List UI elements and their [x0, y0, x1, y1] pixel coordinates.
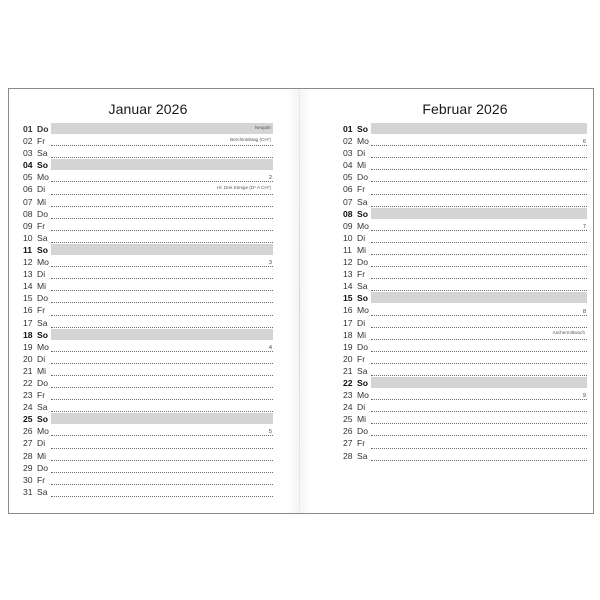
sunday-band: [371, 377, 587, 388]
writing-line: [371, 399, 587, 400]
day-number: 20: [23, 353, 33, 364]
weekday-label: Sa: [37, 317, 48, 328]
day-number: 13: [343, 269, 353, 280]
writing-line: [371, 339, 587, 340]
weekday-label: Mi: [357, 329, 367, 340]
day-number: 15: [343, 293, 353, 304]
writing-line: [371, 375, 587, 376]
week-number: 4: [268, 344, 272, 351]
day-number: 22: [23, 377, 33, 388]
weekday-label: So: [357, 293, 368, 304]
day-number: 23: [23, 390, 33, 401]
weekday-label: Fr: [37, 136, 46, 147]
sunday-band: [51, 329, 273, 340]
day-row[interactable]: [23, 220, 273, 232]
writing-line: [371, 327, 587, 328]
day-row[interactable]: [343, 304, 587, 316]
writing-line: [371, 278, 587, 279]
writing-line: [51, 399, 273, 400]
week-number: 7: [582, 223, 586, 230]
weekday-label: Mo: [37, 172, 49, 183]
writing-line: [51, 302, 273, 303]
weekday-label: Mo: [357, 220, 369, 231]
day-row[interactable]: [23, 474, 273, 486]
day-number: 27: [23, 438, 33, 449]
day-number: 10: [23, 232, 33, 243]
day-row[interactable]: [343, 425, 587, 437]
day-number: 12: [343, 257, 353, 268]
day-number: 20: [343, 353, 353, 364]
day-number: 05: [23, 172, 33, 183]
day-number: 07: [23, 196, 33, 207]
weekday-label: Di: [37, 269, 46, 280]
writing-line: [51, 218, 273, 219]
day-row[interactable]: [343, 353, 587, 365]
day-number: 04: [23, 160, 33, 171]
writing-line: [51, 435, 273, 436]
day-row[interactable]: [343, 256, 587, 268]
week-number: 6: [582, 139, 586, 146]
weekday-label: Sa: [357, 365, 368, 376]
sunday-band: [371, 123, 587, 134]
day-number: 19: [23, 341, 33, 352]
day-row[interactable]: [343, 171, 587, 183]
day-number: 09: [23, 220, 33, 231]
writing-line: [51, 290, 273, 291]
weekday-label: Mo: [357, 390, 369, 401]
writing-line: [371, 290, 587, 291]
weekday-label: So: [357, 377, 368, 388]
weekday-label: Mi: [37, 196, 47, 207]
day-row[interactable]: [343, 159, 587, 171]
january-page: [23, 89, 273, 513]
day-number: 18: [23, 329, 33, 340]
writing-line: [371, 315, 587, 316]
writing-line: [51, 278, 273, 279]
day-row[interactable]: [23, 462, 273, 474]
weekday-label: Mi: [37, 281, 47, 292]
weekday-label: Di: [357, 232, 366, 243]
writing-line: [371, 230, 587, 231]
day-row[interactable]: [23, 486, 273, 498]
writing-line: [51, 230, 273, 231]
weekday-label: Do: [357, 426, 368, 437]
writing-line: [371, 206, 587, 207]
day-row[interactable]: [343, 401, 587, 413]
day-row[interactable]: [343, 135, 587, 147]
writing-line: [51, 484, 273, 485]
weekday-label: Mo: [37, 341, 49, 352]
writing-line: [51, 375, 273, 376]
weekday-label: So: [357, 124, 368, 134]
sunday-band: [51, 159, 273, 170]
weekday-label: Fr: [357, 269, 366, 280]
writing-line: [51, 472, 273, 473]
weekday-label: Mo: [37, 257, 49, 268]
weekday-label: Mi: [37, 450, 47, 461]
day-number: 24: [343, 402, 353, 413]
writing-line: [51, 448, 273, 449]
open-planner-spread: [8, 88, 594, 514]
day-row[interactable]: [23, 450, 273, 462]
writing-line: [371, 145, 587, 146]
weekday-label: Mo: [357, 305, 369, 316]
week-number: 8: [582, 308, 586, 315]
holiday-note: Hl. Drei Könige (D* A CH*): [217, 184, 271, 190]
writing-line: [371, 194, 587, 195]
weekday-label: So: [37, 414, 48, 425]
weekday-label: Fr: [37, 474, 46, 485]
day-row[interactable]: [23, 425, 273, 437]
week-number: 2: [268, 175, 272, 182]
writing-line: [371, 411, 587, 412]
day-number: 01: [343, 124, 353, 134]
day-number: 21: [23, 365, 33, 376]
writing-line: [51, 315, 273, 316]
day-number: 30: [23, 474, 33, 485]
day-row[interactable]: [23, 135, 273, 147]
day-number: 03: [343, 148, 353, 159]
day-row-sunday[interactable]: [343, 208, 587, 220]
weekday-label: So: [37, 244, 48, 255]
week-number: 3: [268, 260, 272, 267]
day-row[interactable]: [23, 389, 273, 401]
weekday-label: Di: [37, 438, 46, 449]
day-row[interactable]: [23, 147, 273, 159]
holiday-note: Aschermittwoch: [552, 330, 585, 336]
day-row[interactable]: [343, 244, 587, 256]
day-row[interactable]: [23, 353, 273, 365]
day-row-sunday[interactable]: [23, 159, 273, 171]
writing-line: [51, 266, 273, 267]
writing-line: [51, 194, 273, 195]
day-number: 22: [343, 377, 353, 388]
day-row[interactable]: [343, 147, 587, 159]
writing-line: [371, 460, 587, 461]
day-number: 15: [23, 293, 33, 304]
day-number: 23: [343, 390, 353, 401]
weekday-label: So: [37, 160, 48, 171]
day-number: 25: [343, 414, 353, 425]
day-row[interactable]: [23, 183, 273, 195]
writing-line: [51, 242, 273, 243]
day-row[interactable]: [23, 401, 273, 413]
day-row-sunday[interactable]: [23, 244, 273, 256]
sunday-band: [371, 292, 587, 303]
writing-line: [371, 157, 587, 158]
weekday-label: Fr: [37, 305, 46, 316]
writing-line: [51, 157, 273, 158]
day-row[interactable]: [343, 268, 587, 280]
weekday-label: Mo: [357, 136, 369, 147]
holiday-note: Neujahr: [254, 124, 271, 130]
day-row[interactable]: [23, 317, 273, 329]
day-number: 07: [343, 196, 353, 207]
weekday-label: Sa: [37, 148, 48, 159]
weekday-label: Fr: [357, 353, 366, 364]
day-number: 11: [343, 244, 352, 255]
day-number: 12: [23, 257, 33, 268]
day-row[interactable]: [23, 268, 273, 280]
writing-line: [51, 387, 273, 388]
page-title-february: Februar 2026: [422, 101, 508, 117]
day-row[interactable]: [23, 232, 273, 244]
day-number: 16: [343, 305, 353, 316]
weekday-label: Do: [357, 172, 368, 183]
day-number: 18: [343, 329, 353, 340]
day-row[interactable]: [343, 232, 587, 244]
day-number: 06: [343, 184, 353, 195]
day-row[interactable]: [343, 280, 587, 292]
day-row[interactable]: [23, 280, 273, 292]
writing-line: [51, 363, 273, 364]
weekday-label: Do: [357, 257, 368, 268]
day-row[interactable]: [343, 220, 587, 232]
day-row[interactable]: [23, 437, 273, 449]
weekday-label: Fr: [357, 184, 366, 195]
weekday-label: Do: [37, 377, 48, 388]
day-row[interactable]: [23, 196, 273, 208]
day-number: 02: [23, 136, 33, 147]
writing-line: [371, 423, 587, 424]
day-number: 26: [23, 426, 33, 437]
day-row[interactable]: [23, 208, 273, 220]
day-row[interactable]: [343, 341, 587, 353]
day-row[interactable]: [343, 413, 587, 425]
weekday-label: Do: [37, 462, 48, 473]
january-day-list: [23, 123, 273, 498]
day-row[interactable]: [343, 365, 587, 377]
day-number: 02: [343, 136, 353, 147]
day-row[interactable]: [343, 317, 587, 329]
book-spine: [299, 89, 300, 513]
weekday-label: Sa: [37, 232, 48, 243]
day-number: 19: [343, 341, 353, 352]
day-number: 09: [343, 220, 353, 231]
day-number: 03: [23, 148, 33, 159]
weekday-label: Di: [357, 402, 366, 413]
day-row-sunday[interactable]: [343, 123, 587, 135]
writing-line: [371, 351, 587, 352]
weekday-label: Di: [37, 184, 46, 195]
day-number: 17: [23, 317, 33, 328]
weekday-label: Sa: [357, 450, 368, 461]
weekday-label: Di: [357, 317, 366, 328]
week-number: 5: [268, 429, 272, 436]
day-row[interactable]: [23, 292, 273, 304]
weekday-label: Mi: [357, 414, 367, 425]
weekday-label: Do: [357, 341, 368, 352]
day-row[interactable]: [23, 256, 273, 268]
writing-line: [51, 327, 273, 328]
writing-line: [371, 448, 587, 449]
day-row[interactable]: [23, 377, 273, 389]
day-number: 14: [23, 281, 33, 292]
day-number: 25: [23, 414, 33, 425]
writing-line: [371, 266, 587, 267]
day-row-sunday[interactable]: [343, 377, 587, 389]
weekday-label: So: [37, 329, 48, 340]
weekday-label: Mi: [37, 365, 47, 376]
day-row[interactable]: [343, 437, 587, 449]
day-number: 14: [343, 281, 353, 292]
day-number: 01: [23, 124, 33, 134]
day-number: 17: [343, 317, 353, 328]
sunday-band: [371, 208, 587, 219]
weekday-label: So: [357, 208, 368, 219]
day-row[interactable]: [343, 389, 587, 401]
weekday-label: Fr: [37, 390, 46, 401]
writing-line: [371, 363, 587, 364]
writing-line: [371, 254, 587, 255]
day-row[interactable]: [23, 123, 273, 135]
day-number: 28: [343, 450, 353, 461]
day-row-sunday[interactable]: [23, 329, 273, 341]
writing-line: [51, 460, 273, 461]
weekday-label: Mi: [357, 160, 367, 171]
writing-line: [51, 206, 273, 207]
weekday-label: Mo: [37, 426, 49, 437]
day-number: 31: [23, 486, 33, 497]
day-number: 13: [23, 269, 33, 280]
day-number: 08: [343, 208, 353, 219]
february-page: [343, 89, 587, 513]
day-row[interactable]: [343, 450, 587, 462]
day-number: 21: [343, 365, 353, 376]
day-row[interactable]: [343, 329, 587, 341]
day-number: 11: [23, 244, 33, 255]
weekday-label: Sa: [357, 196, 368, 207]
day-number: 28: [23, 450, 33, 461]
weekday-label: Sa: [37, 486, 48, 497]
sunday-band: [51, 244, 273, 255]
writing-line: [51, 351, 273, 352]
day-number: 04: [343, 160, 353, 171]
day-number: 26: [343, 426, 353, 437]
day-row-sunday[interactable]: [23, 413, 273, 425]
page-title-january: Januar 2026: [108, 101, 188, 117]
day-row-sunday[interactable]: [343, 292, 587, 304]
weekday-label: Do: [37, 293, 48, 304]
day-number: 29: [23, 462, 33, 473]
writing-line: [51, 181, 273, 182]
day-row[interactable]: [23, 365, 273, 377]
day-number: 16: [23, 305, 33, 316]
weekday-label: Sa: [357, 281, 368, 292]
weekday-label: Di: [357, 148, 366, 159]
day-row[interactable]: [343, 196, 587, 208]
weekday-label: Do: [37, 208, 48, 219]
day-number: 10: [343, 232, 353, 243]
weekday-label: Fr: [357, 438, 366, 449]
day-row[interactable]: [23, 341, 273, 353]
writing-line: [51, 145, 273, 146]
weekday-label: Di: [37, 353, 46, 364]
day-row[interactable]: [23, 304, 273, 316]
weekday-label: Do: [37, 124, 49, 134]
day-number: 05: [343, 172, 353, 183]
day-number: 24: [23, 402, 33, 413]
weekday-label: Mi: [357, 244, 367, 255]
sunday-band: [51, 413, 273, 424]
writing-line: [371, 242, 587, 243]
february-day-list: [343, 123, 587, 462]
holiday-note: Berchtoldstag (CH*): [230, 136, 271, 142]
day-number: 06: [23, 184, 33, 195]
writing-line: [51, 496, 273, 497]
writing-line: [51, 411, 273, 412]
holiday-band: [51, 123, 273, 134]
writing-line: [371, 435, 587, 436]
weekday-label: Sa: [37, 402, 48, 413]
day-number: 08: [23, 208, 33, 219]
day-row[interactable]: [23, 171, 273, 183]
weekday-label: Fr: [37, 220, 46, 231]
writing-line: [371, 169, 587, 170]
week-number: 9: [582, 393, 586, 400]
day-number: 27: [343, 438, 353, 449]
writing-line: [371, 181, 587, 182]
day-row[interactable]: [343, 183, 587, 195]
